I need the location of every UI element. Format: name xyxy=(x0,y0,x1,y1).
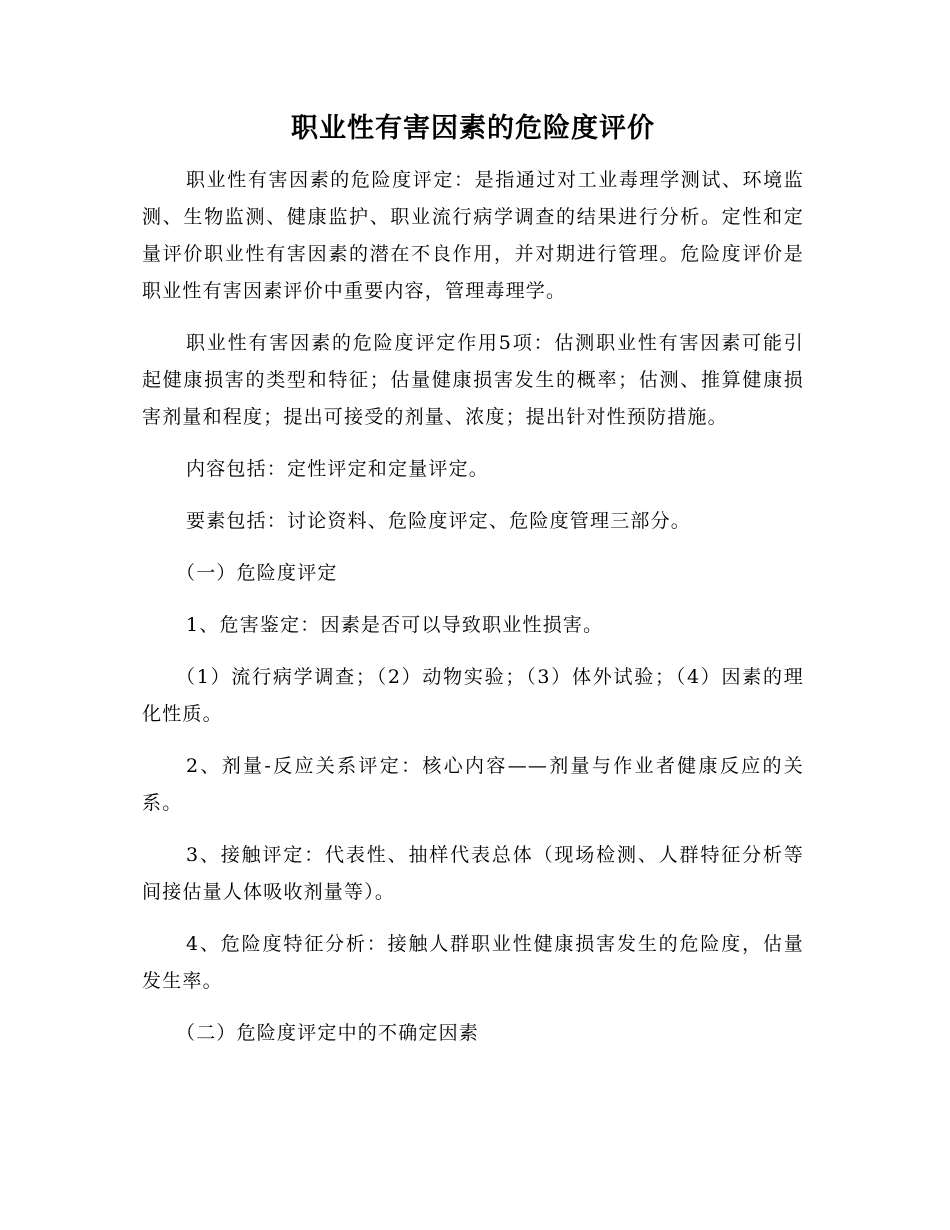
paragraph-content: 内容包括：定性评定和定量评定。 xyxy=(186,458,490,480)
item-identification-methods: （1）流行病学调查；（2）动物实验；（3）体外试验；（4）因素的理化性质。 xyxy=(142,666,804,725)
item-exposure-assessment: 3、接触评定：代表性、抽样代表总体（现场检测、人群特征分析等间接估量人体吸收剂量等）。 xyxy=(142,844,804,903)
item-dose-response: 2、剂量-反应关系评定：核心内容——剂量与作业者健康反应的关系。 xyxy=(142,755,804,814)
paragraph-elements: 要素包括：讨论资料、危险度评定、危险度管理三部分。 xyxy=(186,510,692,532)
item-hazard-identification: 1、危害鉴定：因素是否可以导致职业性损害。 xyxy=(186,614,604,636)
section-heading-risk-assessment: （一）危险度评定 xyxy=(176,562,338,584)
item-risk-characterization: 4、危险度特征分析：接触人群职业性健康损害发生的危险度，估量发生率。 xyxy=(142,933,804,992)
paragraph-definition: 职业性有害因素的危险度评定：是指通过对工业毒理学测试、环境监测、生物监测、健康监护、职业流行病学调查的结果进行分析。定性和定量评价职业性有害因素的潜在不良作用，并对期进行管理。危险度评价是职业性有害因素评价中重要内容，管理毒理学。 xyxy=(142,169,804,302)
paragraph-functions: 职业性有害因素的危险度评定作用5项：估测职业性有害因素可能引起健康损害的类型和特征；估量健康损害发生的概率；估测、推算健康损害剂量和程度；提出可接受的剂量、浓度；提出针对性预防措施。 xyxy=(142,332,804,428)
section-heading-uncertainty: （二）危险度评定中的不确定因素 xyxy=(176,1022,480,1044)
document-title: 职业性有害因素的危险度评价 xyxy=(291,113,655,144)
